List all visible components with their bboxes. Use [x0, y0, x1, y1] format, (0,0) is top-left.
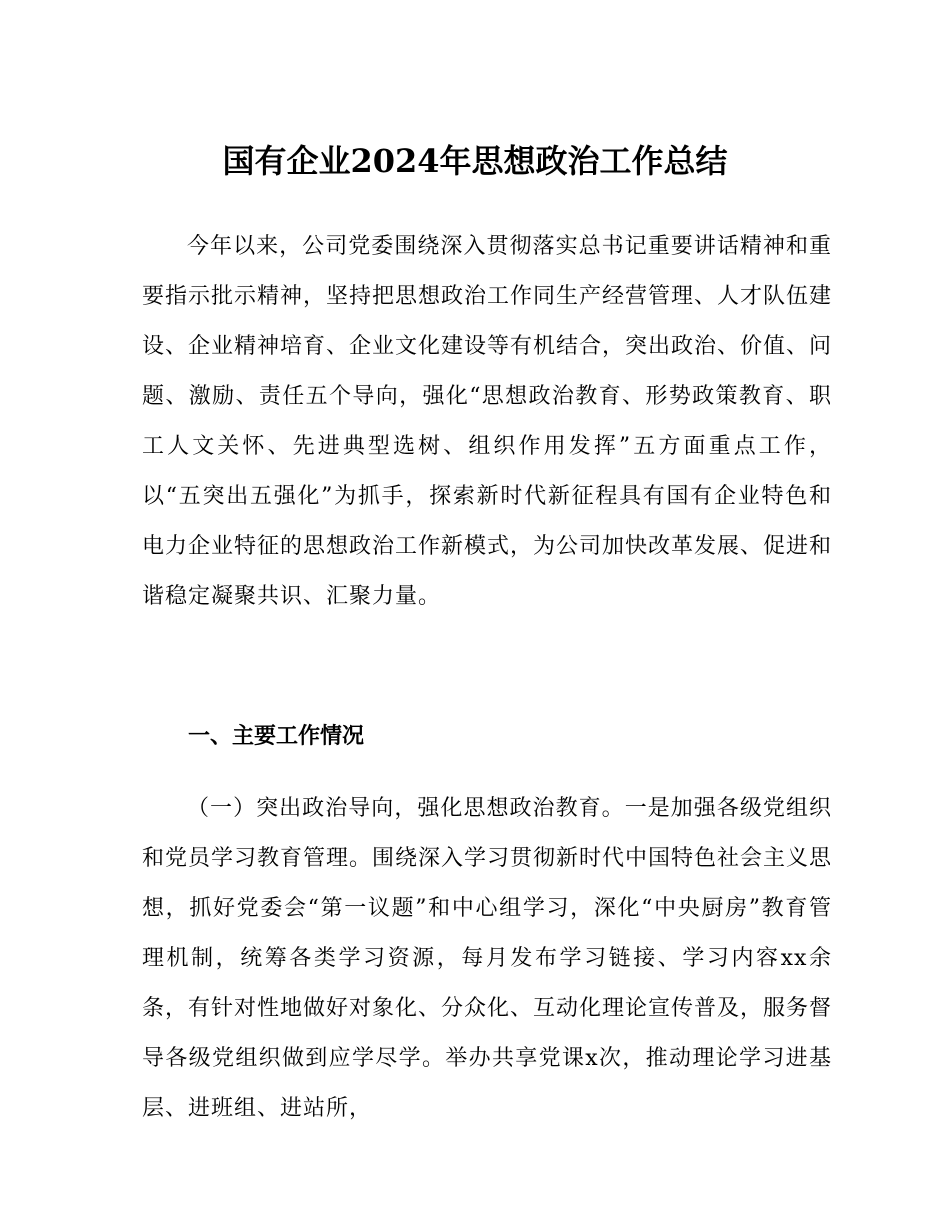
section-heading-main-work: 一、主要工作情况: [188, 724, 365, 749]
intro-paragraph: 今年以来，公司党委围绕深入贯彻落实总书记重要讲话精神和重要指示批示精神，坚持把思想政治工作同生产经营管理、人才队伍建设、企业精神培育、企业文化建设等有机结合，突出政治、价值、问题、激励、责任五个导向，强化“思想政治教育、形势政策教育、职工人文关怀、先进典型选树、组织作用发挥”五方面重点工作，以“五突出五强化”为抓手，探索新时代新征程具有国有企业特色和电力企业特征的思想政治工作新模式，为公司加快改革发展、促进和谐稳定凝聚共识、汇聚力量。: [142, 234, 833, 609]
document-title: 国有企业2024年思想政治工作总结: [222, 142, 728, 181]
section-paragraph-1: （一）突出政治导向，强化思想政治教育。一是加强各级党组织和党员学习教育管理。围绕深入学习贯彻新时代中国特色社会主义思想，抓好党委会“第一议题”和中心组学习，深化“中央厨房”教育管理机制，统筹各类学习资源，每月发布学习链接、学习内容xx余条，有针对性地做好对象化、分众化、互动化理论宣传普及，服务督导各级党组织做到应学尽学。举办共享党课x次，推动理论学习进基层、进班组、进站所，: [142, 796, 833, 1121]
